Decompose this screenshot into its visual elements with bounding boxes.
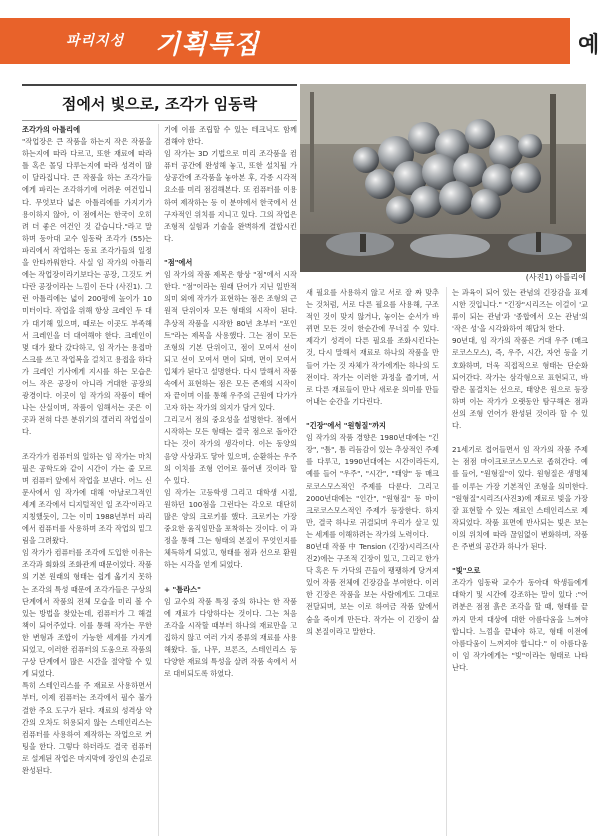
paragraph: 임 작가는 고등학생 그리고 대학생 시절, 원하던 100점을 그런다는 각오로 대단히 많은 양의 크로키를 했다. 크로키는 가장 중요한 움직임만을 포착하는 것이다. 이 과정을 통해 그는 형태의 본질이 무엇인지를 체득하게 되었고, 형태를 점과 선으로 환원하는 시각을 얻게 되었다.	[164, 487, 297, 570]
article-column-3	[306, 287, 439, 836]
paragraph: 조각가 임동락 교수가 동아대 학생들에게 대학기 및 시간에 강조하는 말이 있다 :"어려분은 점점 흙은 조각을 할 때, 형태를 끝까지 만져 대상에 대한 아름다움을 느껴야 합니다. 느낌을 끝내야 하고, 형태 이전에 아름다움이 느껴져야 합니다." 이 아름다움이 임 작가에게는 "빛"이라는 형태로 나타난다.	[452, 578, 588, 672]
paragraph: 조각가가 컴퓨터의 일하는 임 작가는 마치 필은 공학도와 같이 시간이 가는 줄 모르며 컴퓨터 앞에서 작업을 보낸다. 어느 신문사에서 임 작가에 대해 '아날로그적인 세계 조각에서 디지털적인 일 조각'이라고 지칭했듯이, 그는 이미 1988년부터 파리에서 컴퓨터를 사용하며 조각 작업의 밑그림을 그려왔다.	[22, 451, 152, 546]
paragraph: 임 작가는 3D 기법으로 미리 조각품을 컴퓨터 공간에 완성해 놓고, 또한 설치될 가상공간에 조각품을 놓아본 후, 각종 시각적 요소를 미리 점검해본다. 또 컴퓨터를 이용하여 제작하는 등 이 분야에서 한국에서 선구자적인 위치를 지니고 있다. 그의 작업은 조형적 실험과 기술을 완벽하게 결합시킨다.	[164, 149, 297, 243]
paragraph	[164, 245, 297, 257]
subheading: "점"에서	[164, 258, 193, 268]
paragraph: 21세기로 접어들면서 임 작가의 작품 주제는 점점 마이크로코스모스로 좁혀간다. 예를 들어, "원형질"이 있다. 원형질은 생명체를 이루는 가장 기본적인 조형을 의미한다. "원형질"시리즈(사진3)에 재료로 빛을 가장 잘 표현할 수 있는 재료인 스테인리스로 제작되었다. 작품 표면에 반사되는 빛은 보는 이의 위치에 따라 끊임없이 변화하며, 작품은 주변의 공간과 하나가 된다.	[452, 445, 588, 551]
paragraph: 80년대 작품 中 Tension (긴장)시리즈(사진2)에는 구조적 긴장이 있고, 그리고 한가닥 혹은 두 가닥의 끈들이 팽팽하게 당겨져 있어 작품 전체에 긴장감을 부여한다. 이러한 긴장은 작품을 보는 사람에게도 그대로 전달되며, 보는 이로 하여금 작품 앞에서 숨을 죽이게 만든다. 작가는 이 긴장이 삶의 본질이라고 말한다.	[306, 541, 439, 636]
section-title: 기획특집	[155, 30, 260, 60]
paragraph	[306, 408, 439, 420]
paragraph: 는 과육이 되어 있는 관념의 긴장감을 표제시한 것입니다." "긴장"시리즈는 이걸이 '교류이 되는 관념'과 '종합에서 오는 관념'의 '작은 성'을 시각화하여 해답처 한다.	[452, 288, 588, 334]
column-divider	[446, 287, 447, 836]
paragraph: 임 교수의 작품 특징 중의 하나는 한 작품에 재료가 다양하다는 것이다. 그는 처음 조각을 시작할 때부터 하나의 재료만을 고집하지 않고 여러 가지 종류의 재료를 사용해왔다. 돌, 나무, 브론즈, 스테인리스 등 다양한 재료의 특성을 살려 작품 속에서 서로 대비되도록 하였다.	[164, 596, 297, 679]
paragraph: 특히 스테인리스를 주 재료로 사용하면서부터, 이제 컴퓨터는 조각에서 필수 불가결한 주요 도구가 된다. 재료의 성격상 약간의 오차도 허용되지 않는 스테인리스는 컴퓨터를 사용하여 제작하는 작업으로 커팅을 한다. 그렇다 하더라도 결국 컴퓨터로 설계된 작업은 마지막에 장인의 손길로 완성된다.	[22, 681, 152, 775]
paragraph: 임 작가의 작품 제목은 항상 "점"에서 시작한다. "점"이라는 원래 단어가 지닌 일반적 의미 외에 작가가 표현하는 점은 조형의 근원적 단위이자 모든 형태의 시작이 된다. 추상적 작품을 시작한 80년 초부터 "포인트"라는 제목을 사용했다. 그는 점이 모든 조형의 기본 단위이고, 점이 모여서 선이 되고 선이 모여서 면이 되며, 면이 모여서 입체가 된다고 설명한다. 다시 말해서 작품 속에서 표현하는 점은 모든 존재의 시작이자 끝이며 이를 통해 우주의 근원에 다가가고자 하는 작가의 의지가 담겨 있다.	[164, 270, 297, 413]
photo-caption: (사진1) 아틀리에	[525, 273, 586, 282]
article-title: 점에서 빛으로, 조각가 임동락	[61, 94, 258, 113]
sculpture-illustration	[300, 84, 586, 272]
article-column-4	[452, 287, 588, 836]
subheading: + "틈라스"	[164, 584, 201, 594]
column-divider	[158, 124, 159, 836]
atelier-photo	[300, 84, 586, 272]
paragraph: 90년대, 임 작가의 작품은 거대 우주 (매크로코스모스), 즉, 우주, 시간, 자연 등을 기호화하며, 더욱 직접적으로 형태는 단순화되어간다. 작가는 삼각형으로 표현되고, 바람은 물결치는 선으로, 태양은 원으로 등장하며 이는 작가가 오랫동안 탐구해온 점과 선의 조형 언어가 완성된 것이라 할 수 있다.	[452, 336, 588, 431]
paragraph	[164, 571, 297, 583]
paragraph: 기에 이를 조립할 수 있는 테크닉도 함께 겸해야 한다.	[164, 125, 297, 147]
article-column-2	[164, 124, 297, 836]
paragraph: 임 작가가 컴퓨터를 조각에 도입한 이유는 조각과 회화의 조화관계 때문이었다. 작품의 기본 원래의 형태는 쉽게 옮기지 못하는 조각의 특성 때문에 조각가들은 구상의 단계에서 작품의 전체 모습을 미리 볼 수 있는 방법을 찾았는데, 컴퓨터가 그 해결책이 되어주었다. 이를 통해 작가는 무한한 변형과 조합이 가능한 세계를 가지게 되었고, 이러한 컴퓨터의 도움으로 작품의 구상 단계에서 많은 시간을 절약할 수 있게 되었다.	[22, 548, 152, 679]
subheading: "빛"으로	[452, 566, 481, 576]
paragraph	[452, 432, 588, 444]
paragraph	[22, 438, 152, 450]
magazine-label: 파리지성	[66, 33, 125, 49]
article-title-box	[22, 84, 297, 121]
paragraph: 그리고서 점의 중요성을 설명한다. 점에서 시작하는 모든 형태는 결국 점으로 돌아간다는 것이 작가의 생각이다. 이는 동양의 음양 사상과도 닿아 있으며, 순환하는 우주의 이치를 조형 언어로 풀어낸 것이라 할 수 있다.	[164, 415, 297, 485]
article-column-1	[22, 124, 152, 836]
subheading: "긴장"에서 "원형질"까지	[306, 421, 386, 431]
paragraph	[452, 553, 588, 565]
subheading: 조각가의 아틀리에	[22, 125, 81, 134]
paragraph: 임 작가의 작품 경향은 1980년대에는 "긴장", "틈", 틈 리듬감이 있는 추상적인 주제를 다루고, 1990년대에는 시간이라든지, 예를 들어 "우주", "시간", "태양" 등 매크로코스모스적인 주제를 다룬다. 그리고 2000년대에는 "인간", "원형질" 등 마이크로코스모스적인 주제가 등장한다. 하지만, 결국 하나로 귀결되며 우리가 살고 있는 세계를 이해하려는 작가의 노력이다.	[306, 433, 439, 539]
paragraph: "작업장은 큰 작품을 하는지 작은 작품을 하는지에 따라 다르고, 또한 재료에 따라 틀 혹은 몰딩 다루는지에 따라 성격이 많이 달라집니다. 큰 작품을 하는 조각가들에게 파리는 조각하기에 어려운 여건입니다. 무엇보다 넓은 아틀리에를 가지기가 용이하지 않아, 이 점에서는 한국이 오히려 더 좋은 여건인 것 같습니다."라고 말하며 동아대 교수 임동락 조각가 (55)는 파리에서 작업하는 동료 조각가들의 일정을 안타까워한다. 사실 임 작가의 아틀리에는 작업장이라기보다는 공장, 그것도 커다란 공장이라는 느낌이 든다 (사진1). 그런 아틀리에는 넓이 200평에 높이가 10미터이다. 작업을 위해 항상 크레인 두 대가 대기해 있으며, 때로는 이곳도 부족해서 크레인을 더 대여해야 한다. 크레인이 몇 대가 왔다 갔다하고, 임 작가는 용접마스크를 쓰고 작업복을 걸치고 용접을 하다가 크레인 기사에게 지시를 하는 모습은 어느 작은 공장이 아니라 거대한 공장의 광경이다. 이곳이 임 작가의 작품이 태어나는 산실이며, 작품이 임해서는 곳은 이곳과 전혀 다른 분위기의 갤러리 작업실이다.	[22, 137, 152, 437]
paragraph: 새 필요를 사용하지 않고 서로 잘 짜 맞추는 것처럼, 서로 다른 필요를 사용해, 구조적인 것이 맞지 않거나, 놓이는 순서가 바뀌면 모든 것이 한순간에 무너질 수 있다. 제각기 성격이 다른 필요를 조화시킨다는 것, 다시 말해서 재료로 하나의 작품을 만들어 가는 것 자체가 작가에게는 하나의 도전이다. 작가는 이러한 과정을 즐기며, 서로 다른 재료들이 만나 새로운 의미를 만들어내는 순간을 기다린다.	[306, 288, 439, 406]
next-page-fragment: 예	[578, 32, 600, 58]
